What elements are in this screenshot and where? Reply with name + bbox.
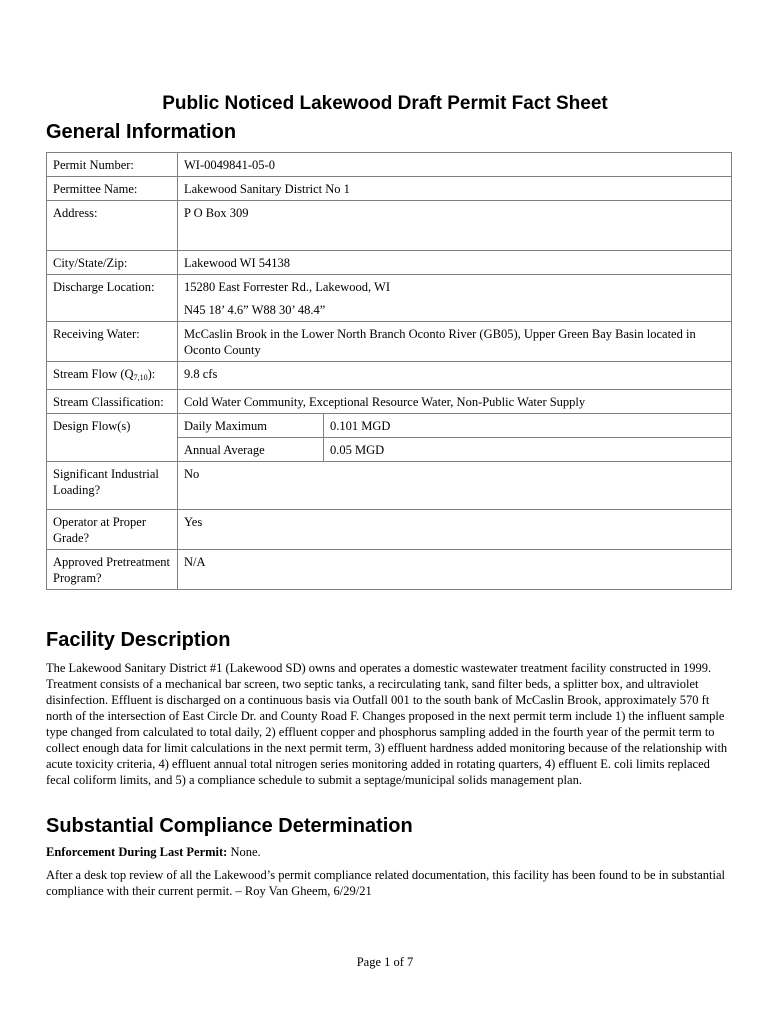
enforcement-line (46, 844, 728, 860)
stream-classification-row (47, 390, 732, 414)
facility-description-heading: Facility Description (46, 629, 231, 651)
enforcement-label: Enforcement During Last Permit: (46, 845, 228, 859)
document-title: Public Noticed Lakewood Draft Permit Fact Sheet (162, 93, 608, 114)
permit-number-row (47, 153, 732, 177)
discharge-location-coordinates: N45 18’ 4.6” W88 30’ 48.4” (184, 303, 326, 317)
city-state-zip-row (47, 251, 732, 275)
general-information-table (46, 152, 732, 590)
compliance-heading: Substantial Compliance Determination (46, 815, 413, 837)
receiving-water-row (47, 322, 732, 362)
significant-industrial-label: Significant Industrial Loading? (47, 462, 178, 510)
compliance-summary-text: After a desk top review of all the Lakewood’s permit compliance related documentation, this facility has been found to be in substantial compliance with their current permit. – Roy Van Gheem, 6/29/21 (46, 868, 725, 898)
enforcement-value: None. (230, 845, 261, 859)
page-number: Page 1 of 7 (356, 955, 414, 969)
receiving-water-value: McCaslin Brook in the Lower North Branch Oconto River (GB05), Upper Green Bay Basin located in Oconto County (178, 322, 732, 362)
operator-grade-label: Operator at Proper Grade? (47, 510, 178, 550)
permit-number-label: Permit Number: (47, 153, 178, 177)
stream-flow-label (47, 362, 178, 390)
stream-flow-label-subscript: 7,10 (133, 373, 148, 382)
address-label: Address: (47, 201, 178, 251)
address-value: P O Box 309 (178, 201, 732, 251)
general-information-heading: General Information (46, 121, 237, 143)
operator-grade-value: Yes (178, 510, 732, 550)
discharge-location-address: 15280 East Forrester Rd., Lakewood, WI (184, 280, 390, 294)
design-flow-row (47, 414, 732, 438)
operator-grade-row (47, 510, 732, 550)
facility-description-text: The Lakewood Sanitary District #1 (Lakewood SD) owns and operates a domestic wastewater treatment facility constructed in 1999. Treatment consists of a mechanical bar screen, two septic tanks, a recirculating tank, sand filter beds, a splitter box, and ultraviolet disinfection. Effluent is discharged on a continuous basis via Outfall 001 to the south bank of McCaslin Brook, approximately 570 ft north of the intersection of East Circle Dr. and County Road F. Changes proposed in the next permit term include 1) the influent sample type changed from calculated to total daily, 2) effluent copper and phosphorus sampling added in the fourth year of the permit term to collect enough data for limit calculations in the next permit term, 3) effluent hardness added monitoring because of the relationship with acute toxicity criteria, 4) effluent annual total nitrogen series monitoring added in rotating quarters, 4) effluent E. coli limits replaced fecal coliform limits, and 5) a compliance schedule to submit a septage/municipal solids management plan. (46, 661, 728, 787)
stream-flow-value: 9.8 cfs (178, 362, 732, 390)
design-flow-annual-avg-value: 0.05 MGD (324, 438, 732, 462)
pretreatment-value: N/A (178, 550, 732, 590)
design-flow-daily-max-value: 0.101 MGD (324, 414, 732, 438)
design-flow-label: Design Flow(s) (47, 414, 178, 462)
pretreatment-row (47, 550, 732, 590)
discharge-location-label: Discharge Location: (47, 275, 178, 322)
stream-flow-label-prefix: Stream Flow (Q (53, 367, 134, 381)
receiving-water-label: Receiving Water: (47, 322, 178, 362)
permittee-name-row (47, 177, 732, 201)
city-state-zip-value: Lakewood WI 54138 (178, 251, 732, 275)
stream-flow-row (47, 362, 732, 390)
permit-number-value: WI-0049841-05-0 (178, 153, 732, 177)
stream-flow-label-suffix: ): (147, 367, 156, 381)
stream-classification-label: Stream Classification: (47, 390, 178, 414)
discharge-location-value (178, 275, 732, 322)
significant-industrial-row (47, 462, 732, 510)
permittee-name-value: Lakewood Sanitary District No 1 (178, 177, 732, 201)
significant-industrial-value: No (178, 462, 732, 510)
design-flow-daily-max-label: Daily Maximum (178, 414, 324, 438)
discharge-location-row (47, 275, 732, 322)
stream-classification-value: Cold Water Community, Exceptional Resource Water, Non-Public Water Supply (178, 390, 732, 414)
pretreatment-label: Approved Pretreatment Program? (47, 550, 178, 590)
permittee-name-label: Permittee Name: (47, 177, 178, 201)
design-flow-annual-avg-label: Annual Average (178, 438, 324, 462)
city-state-zip-label: City/State/Zip: (47, 251, 178, 275)
address-row (47, 201, 732, 251)
